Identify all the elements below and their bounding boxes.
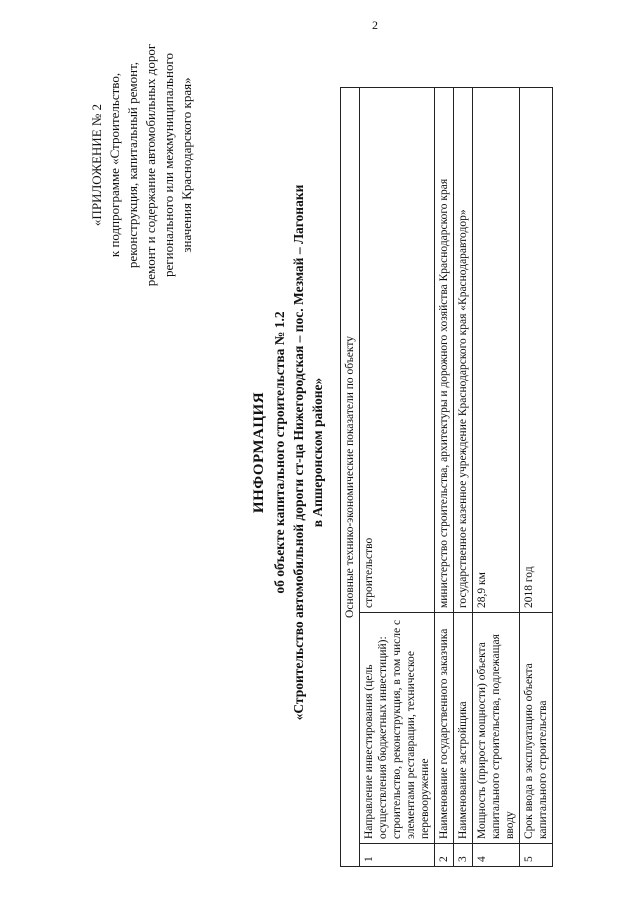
row-number: 4: [473, 844, 520, 867]
row-number: 3: [454, 844, 473, 867]
info-heading: [248, 0, 327, 905]
row-value: 28,9 км: [473, 88, 520, 613]
appendix-block: [88, 15, 196, 315]
document-title: ИНФОРМАЦИЯ: [251, 391, 267, 514]
table-row: [473, 88, 520, 867]
appendix-line: регионального или межмуниципального: [161, 53, 176, 277]
page-number: 2: [372, 18, 378, 32]
table-header-row: [341, 88, 360, 867]
document-subtitle: об объекте капитального строительства № 1.2: [272, 311, 287, 594]
row-number: 2: [435, 844, 454, 867]
table-row: [454, 88, 473, 867]
object-name: «Строительство автомобильной дороги ст-ца Нижегородская – пос. Мезмай – Лагонаки: [291, 184, 306, 721]
row-number: 1: [360, 844, 435, 867]
row-label: Направление инвестирования (цель осуществления бюджетных инвестиций): строительство, реконструкция, в том числе с элементами реставрации, техническое перевооружение: [360, 613, 435, 844]
appendix-line: значения Краснодарского края»: [179, 77, 194, 253]
row-label: Наименование государственного заказчика: [435, 613, 454, 844]
table-row: [520, 88, 553, 867]
row-value: 2018 год: [520, 88, 553, 613]
row-value: государственное казенное учреждение Краснодарского края «Краснодаравтодор»: [454, 88, 473, 613]
section-header: Основные технико-экономические показатели по объекту: [341, 88, 360, 867]
parameters-table: [340, 87, 553, 867]
row-label: Наименование застройщика: [454, 613, 473, 844]
appendix-line: реконструкция, капитальный ремонт,: [125, 61, 140, 269]
table-row: [435, 88, 454, 867]
table-row: [360, 88, 435, 867]
object-area: в Апшеронском районе»: [310, 377, 325, 528]
appendix-line: к подпрограмме «Строительство,: [107, 72, 122, 258]
row-value: министерство строительства, архитектуры и дорожного хозяйства Краснодарского края: [435, 88, 454, 613]
row-value: строительство: [360, 88, 435, 613]
row-label: Мощность (прирост мощности) объекта капитального строительства, подлежащая вводу: [473, 613, 520, 844]
appendix-line: «ПРИЛОЖЕНИЕ № 2: [89, 103, 104, 227]
appendix-line: ремонт и содержание автомобильных дорог: [143, 43, 158, 287]
row-number: 5: [520, 844, 553, 867]
row-label: Срок ввода в эксплуатацию объекта капитального строительства: [520, 613, 553, 844]
